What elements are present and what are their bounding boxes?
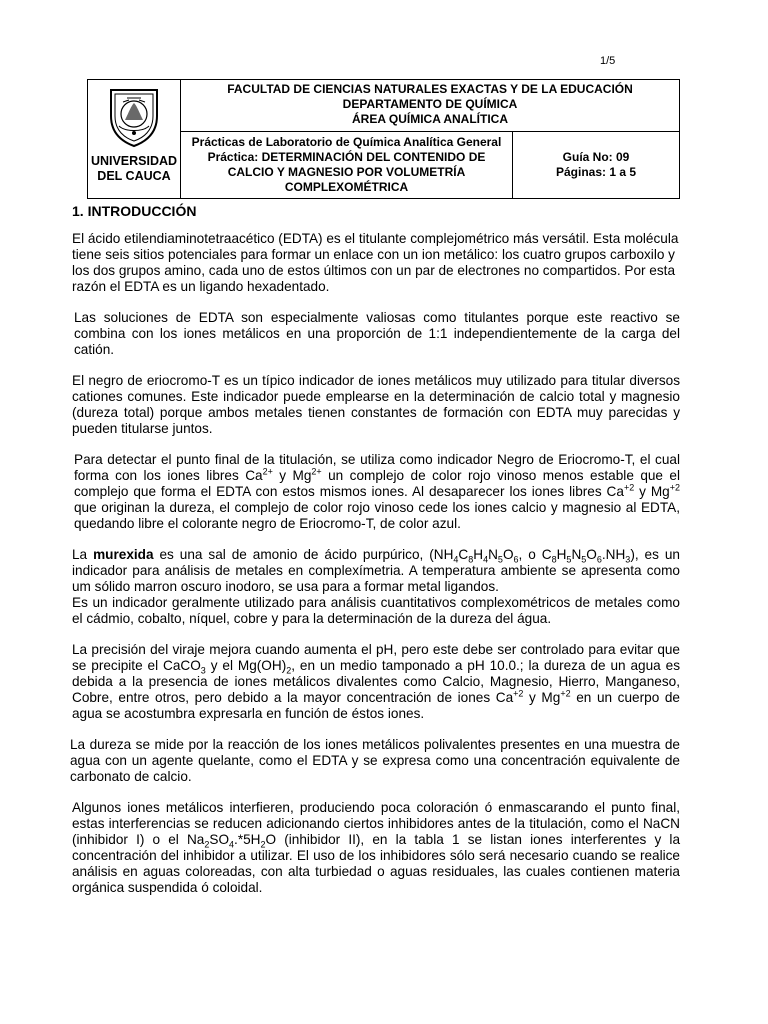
logo-cell bbox=[88, 80, 181, 199]
paragraph-inhibitors: Algunos iones metálicos interfieren, produciendo poca coloración ó enmascarando el punto final, estas interferencias se reducen adicionando ciertos inhibidores antes de la titulación, como el NaCN (inhibidor I) o el $Na_2SO_4.*5H_2O$ (inhibidor II), en la tabla 1 se listan iones interferentes y la concentración del inhibidor a utilizar. El uso de los inhibidores sólo será necesario cuando se realice análisis en aguas coloreadas, con alta turbiedad o aguas residuales, las cuales contienen materia orgánica suspendida ó coloidal. bbox=[72, 800, 681, 895]
faculty-line: FACULTAD DE CIENCIAS NATURALES EXACTAS Y DE LA EDUCACIÓN bbox=[227, 82, 633, 96]
university-seal-icon bbox=[105, 86, 163, 148]
paragraph-ph-precision: La precisión del viraje mejora cuando aumenta el pH, pero este debe ser controlado para evitar que se precipite el CaCO$_3$ y el $Mg(OH)_2$, en un medio tamponado a pH 10.0.; la dureza de un agua es debida a la presencia de iones metálicos divalentes como Calcio, Magnesio, Hierro, Manganeso, Cobre, entre otros, pero debido a la mayor concentración de iones $Ca^{+2}$ y $Mg^{+2}$ en un cuerpo de agua se acostumbra expresarla en función de éstos iones. bbox=[72, 642, 680, 721]
paragraph-edta: El ácido etilendiaminotetraacético (EDTA) es el titulante complejométrico más versátil. Esta molécula tiene seis sitios potenciales para formar un enlace con un ion metálico: los cuatro grupos carboxilo y los dos grupos amino, cada uno de estos últimos con un par de electrones no compartidos. Por esta razón el EDTA es un ligando hexadentado. bbox=[72, 231, 679, 294]
paragraph-endpoint: Para detectar el punto final de la titulación, se utiliza como indicador Negro de Eriocromo-T, el cual forma con los iones libres $Ca^{2+}$ y $Mg^{2+}$ un complejo de color rojo vinoso menos estable que el complejo que forma el EDTA con estos mismos iones. Al desaparecer los iones libres $Ca^{+2}$ y $Mg^{+2}$ que originan la dureza, el complejo de color rojo vinoso cede los iones calcio y magnesio al EDTA, quedando libre el colorante negro de Eriocromo-T, de color azul. bbox=[74, 452, 681, 531]
department-line: DEPARTAMENTO DE QUÍMICA bbox=[342, 97, 518, 111]
paragraph-eriochrome: El negro de eriocromo-T es un típico indicador de iones metálicos muy utilizado para titular diversos cationes comunes. Este indicador puede emplearse en la determinación de calcio total y magnesio (dureza total) porque ambos metales tienen constantes de formación con EDTA muy parecidas y pueden titularse juntos. bbox=[72, 373, 680, 436]
faculty-cell bbox=[181, 80, 680, 132]
guide-cell bbox=[513, 132, 680, 199]
practice-course: Prácticas de Laboratorio de Química Analítica General bbox=[191, 135, 502, 149]
paragraph-murexide: La murexida es una sal de amonio de ácido purpúrico, ($NH_4C_8H_4N_5O_6$, o $C_8H_5N_5O_6.NH_3$), es un indicador para análisis de metales en complexímetria. A temperatura ambiente se apresenta como um sólido marron oscuro inodoro, se usa para a formar metal ligandos. Es un indicador geralmente utilizado para análisis cuantitativos complexométricos de metales como el cádmio, cobalto, níquel, cobre y para la determinación de la dureza del água. bbox=[72, 547, 680, 626]
paragraph-edta-solutions: Las soluciones de EDTA son especialmente valiosas como titulantes porque este reactivo se combina con los iones metálicos en una proporción de 1:1 independientemente de la carga del catión. bbox=[74, 310, 680, 357]
document-header-table bbox=[87, 79, 680, 199]
guide-number: Guía No: 09 bbox=[562, 150, 630, 164]
page-count: Páginas: 1 a 5 bbox=[555, 165, 637, 179]
paragraph-hardness: La dureza se mide por la reacción de los iones metálicos polivalentes presentes en una muestra de agua con un agente quelante, como el EDTA y se expresa como una concentración equivalente de carbonato de calcio. bbox=[70, 737, 680, 784]
document-body bbox=[70, 203, 680, 896]
university-name: UNIVERSIDAD DEL CAUCA bbox=[90, 154, 178, 183]
practice-title-2: CALCIO Y MAGNESIO POR VOLUMETRÍA bbox=[227, 165, 466, 179]
murexide-usage: Es un indicador geralmente utilizado para análisis cuantitativos complexométricos de metales como el cádmio, cobalto, níquel, cobre y para la determinación de la dureza del água. bbox=[72, 595, 680, 626]
area-line: ÁREA QUÍMICA ANALÍTICA bbox=[352, 112, 508, 126]
section-title: 1. INTRODUCCIÓN bbox=[72, 203, 197, 219]
practice-cell bbox=[181, 132, 513, 199]
practice-title-3: COMPLEXOMÉTRICA bbox=[284, 180, 409, 194]
page-number: 1/5 bbox=[600, 55, 616, 67]
practice-title: Práctica: DETERMINACIÓN DEL CONTENIDO DE bbox=[207, 150, 486, 164]
